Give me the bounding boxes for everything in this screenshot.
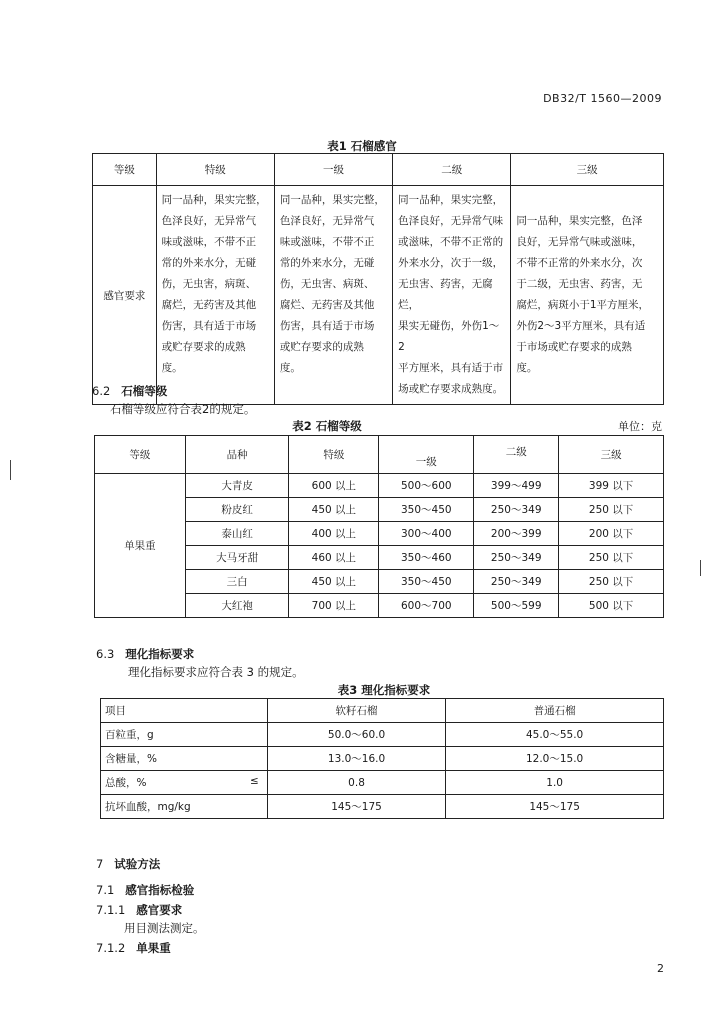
table3 xyxy=(100,698,664,819)
line: 伤，无虫害、病斑、 xyxy=(279,278,375,290)
table2-cell: 500～599 xyxy=(474,594,559,618)
line: 腐烂，病斑小于1平方厘米， xyxy=(516,299,650,311)
table3-cell: 45.0～55.0 xyxy=(446,723,664,747)
section-number: 7.1 xyxy=(96,883,115,897)
line: 常的外来水分，无碰 xyxy=(161,257,257,269)
table3-header: 普通石榴 xyxy=(446,699,664,723)
line: 伤，无虫害，病斑、 xyxy=(161,278,257,290)
line: 味或滋味，不带不正 xyxy=(279,236,375,248)
table2-cell: 泰山红 xyxy=(185,522,289,546)
table3-cell: 13.0～16.0 xyxy=(267,747,445,771)
table2-cell: 200 以下 xyxy=(559,522,664,546)
line: 味或滋味，不带不正 xyxy=(161,236,257,248)
line: 色泽良好，无异常气 xyxy=(161,215,257,227)
section-7-heading xyxy=(96,856,160,872)
line: 或贮存要求的成熟 xyxy=(161,341,246,353)
line: 度。 xyxy=(161,362,183,374)
table2-header: 等级 xyxy=(95,436,186,474)
table2-cell: 600 以上 xyxy=(289,474,379,498)
page-number: 2 xyxy=(657,962,664,975)
line: 于市场或贮存要求的成熟 xyxy=(516,341,632,353)
section-title: 试验方法 xyxy=(114,857,161,871)
line: 外伤2～3平方厘米，具有适 xyxy=(516,320,646,332)
table2-header: 品种 xyxy=(185,436,289,474)
table3-cell: 145～175 xyxy=(446,795,664,819)
table1-row-label: 感官要求 xyxy=(93,186,157,405)
section-6-3-text: 理化指标要求应符合表 3 的规定。 xyxy=(128,665,304,679)
table3-cell: 1.0 xyxy=(446,771,664,795)
section-6-3-heading xyxy=(96,646,194,662)
table2-header: 特级 xyxy=(289,436,379,474)
table2-cell: 350～450 xyxy=(379,498,474,522)
table2-cell: 399 以下 xyxy=(559,474,664,498)
section-title: 感官指标检验 xyxy=(125,883,195,897)
table3-item: 百粒重，g xyxy=(101,723,268,747)
section-number: 7.1.2 xyxy=(96,941,126,955)
table2-cell: 350～450 xyxy=(379,570,474,594)
line: 同一品种，果实完整， xyxy=(161,194,267,206)
line: 色泽良好，无异常气味 xyxy=(398,215,504,227)
table3-cell: 0.8 xyxy=(267,771,445,795)
line: 伤害，具有适于市场 xyxy=(161,320,257,332)
table1-header: 等级 xyxy=(93,154,157,186)
table1-caption: 表1 石榴感官 xyxy=(327,139,397,153)
table2-cell: 600～700 xyxy=(379,594,474,618)
table1-header: 特级 xyxy=(156,154,274,186)
table1-cell-special xyxy=(156,186,274,405)
line: 果实无碰伤，外伤1～2 xyxy=(398,320,500,353)
scan-mark xyxy=(700,560,701,576)
table2-header: 一级 xyxy=(379,436,474,474)
section-6-2-text: 石榴等级应符合表2的规定。 xyxy=(110,402,256,416)
section-title: 感官要求 xyxy=(136,903,183,917)
table3-item-symbol: ≤ xyxy=(250,775,259,787)
table2-cell: 粉皮红 xyxy=(185,498,289,522)
table2-header: 二级 xyxy=(474,436,559,474)
table2 xyxy=(94,435,664,618)
line: 场或贮存要求成熟度。 xyxy=(398,383,504,395)
table1 xyxy=(92,153,664,405)
section-7-1-1-heading xyxy=(96,902,182,918)
table2-cell: 500 以下 xyxy=(559,594,664,618)
table2-cell: 250 以下 xyxy=(559,546,664,570)
table2-cell: 250～349 xyxy=(474,546,559,570)
section-7-1-heading xyxy=(96,882,194,898)
line: 腐烂，无药害及其他 xyxy=(161,299,257,311)
table2-cell: 450 以上 xyxy=(289,570,379,594)
section-6-2-heading xyxy=(92,383,167,399)
line: 色泽良好，无异常气 xyxy=(279,215,375,227)
section-number: 6.2 xyxy=(92,384,111,398)
line: 或滋味，不带不正常的 xyxy=(398,236,504,248)
table3-cell: 12.0～15.0 xyxy=(446,747,664,771)
table2-cell: 250 以下 xyxy=(559,498,664,522)
table3-item-label: 总酸，% xyxy=(105,777,147,789)
table1-cell-grade2 xyxy=(393,186,511,405)
table3-cell: 50.0～60.0 xyxy=(267,723,445,747)
standard-number: DB32/T 1560—2009 xyxy=(543,92,662,105)
table1-cell-grade1 xyxy=(274,186,392,405)
line: 不带不正常的外来水分，次 xyxy=(516,257,643,269)
line: 外来水分，次于一级， xyxy=(398,257,504,269)
table2-row-label: 单果重 xyxy=(95,474,186,618)
scan-mark xyxy=(10,460,11,480)
table2-cell: 450 以上 xyxy=(289,498,379,522)
line: 同一品种，果实完整， xyxy=(279,194,385,206)
table2-cell: 700 以上 xyxy=(289,594,379,618)
table1-header: 二级 xyxy=(393,154,511,186)
table2-cell: 250～349 xyxy=(474,570,559,594)
table2-unit: 单位：克 xyxy=(618,420,662,433)
line: 良好，无异常气味或滋味， xyxy=(516,236,643,248)
table2-cell: 大青皮 xyxy=(185,474,289,498)
table2-cell: 200～399 xyxy=(474,522,559,546)
line: 常的外来水分，无碰 xyxy=(279,257,375,269)
table1-cell-grade3 xyxy=(511,186,664,405)
table1-header: 一级 xyxy=(274,154,392,186)
line: 腐烂、无药害及其他 xyxy=(279,299,375,311)
line: 同一品种，果实完整， xyxy=(398,194,504,206)
line: 度。 xyxy=(279,362,301,374)
table2-cell: 399～499 xyxy=(474,474,559,498)
table2-cell: 大红袍 xyxy=(185,594,289,618)
table2-cell: 400 以上 xyxy=(289,522,379,546)
section-number: 7.1.1 xyxy=(96,903,126,917)
table3-header: 项目 xyxy=(101,699,268,723)
section-title: 单果重 xyxy=(136,941,171,955)
table2-cell: 三白 xyxy=(185,570,289,594)
table3-caption: 表3 理化指标要求 xyxy=(337,683,431,697)
line: 同一品种，果实完整，色泽 xyxy=(516,215,643,227)
table3-item xyxy=(101,771,268,795)
section-number: 6.3 xyxy=(96,647,115,661)
section-number: 7 xyxy=(96,857,104,871)
table3-cell: 145～175 xyxy=(267,795,445,819)
table2-cell: 250～349 xyxy=(474,498,559,522)
table2-cell: 500～600 xyxy=(379,474,474,498)
section-title: 石榴等级 xyxy=(121,384,168,398)
table2-cell: 大马牙甜 xyxy=(185,546,289,570)
line: 度。 xyxy=(516,362,538,374)
section-title: 理化指标要求 xyxy=(125,647,195,661)
table2-cell: 350～460 xyxy=(379,546,474,570)
section-7-1-1-text: 用目测法测定。 xyxy=(124,921,205,935)
table2-cell: 460 以上 xyxy=(289,546,379,570)
table3-item: 含糖量，% xyxy=(101,747,268,771)
table2-caption: 表2 石榴等级 xyxy=(292,419,362,433)
line: 无虫害、药害，无腐烂， xyxy=(398,278,493,311)
table2-header: 三级 xyxy=(559,436,664,474)
line: 于二级，无虫害、药害，无 xyxy=(516,278,643,290)
line: 伤害，具有适于市场 xyxy=(279,320,375,332)
section-7-1-2-heading xyxy=(96,940,171,956)
table2-cell: 250 以下 xyxy=(559,570,664,594)
line: 平方厘米，具有适于市 xyxy=(398,362,504,374)
table3-item: 抗坏血酸，mg/kg xyxy=(101,795,268,819)
line: 或贮存要求的成熟 xyxy=(279,341,364,353)
table3-header: 软籽石榴 xyxy=(267,699,445,723)
table1-header: 三级 xyxy=(511,154,664,186)
table2-cell: 300～400 xyxy=(379,522,474,546)
